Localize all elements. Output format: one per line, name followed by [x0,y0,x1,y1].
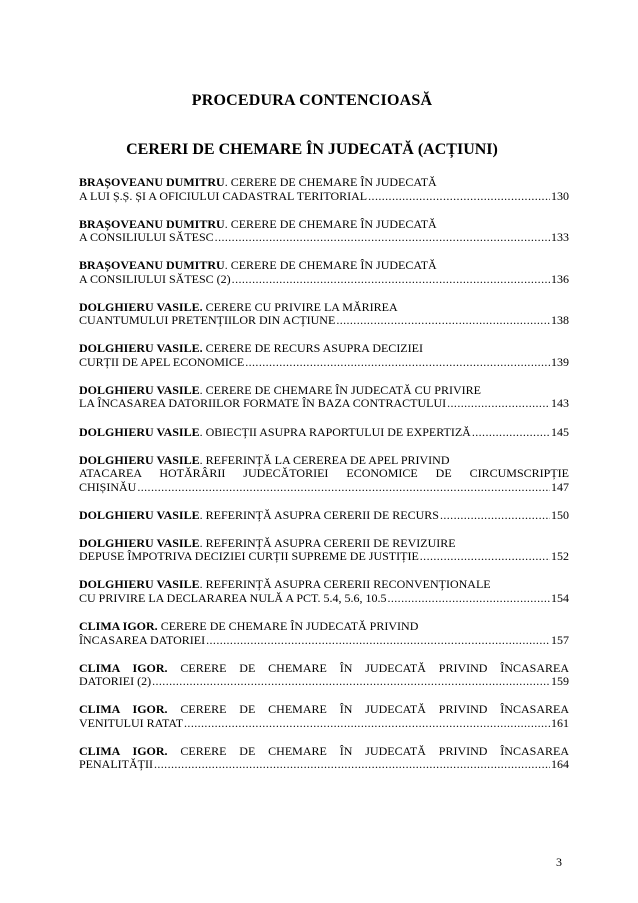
toc-entry-author: DOLGHIERU VASILE. [79,300,203,314]
toc-entry-page: 161 [551,715,569,730]
dot-leader [420,550,550,564]
toc-entry-first-line [79,620,569,634]
toc-entry-title-text: A CONSILIULUI SĂTESC (2) [79,271,231,286]
dot-leader [447,397,550,411]
toc-entry-page: 130 [551,188,569,203]
toc-entry-title-text: CERERE DE CHEMARE ÎN JUDECATĂ PRIVIND ÎNCASAREA [167,661,569,675]
toc-entry-page: 139 [551,354,569,369]
toc-entry-first-line [79,703,569,717]
toc-entry-last-line [79,592,569,606]
dot-leader [137,481,550,495]
toc-entry-middle-line: ATACAREA HOTĂRÂRII JUDECĂTORIEI ECONOMICE DE CIRCUMSCRIPȚIE [79,467,569,481]
toc-entry-title-text: CERERE DE CHEMARE ÎN JUDECATĂ PRIVIND ÎNCASAREA [167,703,569,717]
toc-entry-last-line [79,634,569,648]
toc-entry[interactable] [79,454,569,495]
toc-entry-last-line [79,481,569,495]
toc-entry-page: 138 [551,313,569,328]
toc-entry-author: CLIMA IGOR. [79,703,168,717]
dot-leader [232,273,550,287]
toc-entry-author: BRAȘOVEANU DUMITRU [79,217,225,231]
toc-entry-title [79,509,439,523]
toc-entry-last-line [79,758,569,772]
toc-entry-title-text: A LUI Ș.Ș. ȘI A OFICIULUI CADASTRAL TERITORIAL [79,188,368,203]
dot-leader [368,190,550,204]
dot-leader [472,426,550,440]
toc-entry-title-text: . REFERINȚĂ LA CEREREA DE APEL PRIVIND [199,453,450,467]
document-title-text: PROCEDURA CONTENCIOASĂ [191,92,433,109]
toc-entry-page: 152 [551,549,569,564]
toc-entry[interactable] [79,537,569,564]
toc-entry-title-text: . REFERINȚĂ ASUPRA CERERII DE RECURS [199,507,439,522]
toc-entry[interactable] [79,662,569,689]
toc-entry-first-line [79,342,569,356]
section-title [0,141,638,159]
toc-entry-title-text: PENALITĂȚII [79,757,153,772]
dot-leader [215,231,550,245]
toc-entry-title-text: . REFERINȚĂ ASUPRA CERERII DE REVIZUIRE [199,536,456,550]
toc-entry[interactable] [79,509,569,523]
toc-entry-title-text: VENITULUI RATAT [79,715,184,730]
toc-entry-title-text: CUANTUMULUI PRETENȚIILOR DIN ACȚIUNE [79,313,336,328]
toc-entry-title-text: CURȚII DE APEL ECONOMICE [79,354,245,369]
toc-entry-first-line [79,384,569,398]
toc-entry-last-line [79,550,569,564]
dot-leader [184,717,550,731]
toc-entry[interactable] [79,578,569,605]
document-title [0,92,638,110]
toc-entry[interactable] [79,342,569,369]
toc-entry-last-line [79,675,569,689]
toc-entry-first-line [79,176,569,190]
toc-entry-page: 157 [551,632,569,647]
toc-entry-title-text: CERERE DE CHEMARE ÎN JUDECATĂ PRIVIND ÎNCASAREA [167,744,569,758]
toc-entry-author: BRAȘOVEANU DUMITRU [79,176,225,189]
toc-entry-last-line [79,314,569,328]
toc-entry-author: CLIMA IGOR. [79,744,168,758]
toc-entry[interactable] [79,259,569,286]
toc-entry-author: BRAȘOVEANU DUMITRU [79,259,225,273]
toc-entry-title-text: CU PRIVIRE LA DECLARAREA NULĂ A PCT. 5.4, 5.6, 10.5 [79,590,387,605]
toc-entry-title-text: DEPUSE ÎMPOTRIVA DECIZIEI CURȚII SUPREME DE JUSTIȚIE [79,549,419,564]
toc-entry-last-line [79,356,569,370]
toc-entry-author: DOLGHIERU VASILE [79,536,200,550]
toc-entry-last-line [79,397,569,411]
toc-entry-first-line [79,218,569,232]
toc-entry-author: CLIMA IGOR. [79,620,158,634]
toc-entry-page: 159 [551,674,569,689]
toc-entry-title-text: . CERERE DE CHEMARE ÎN JUDECATĂ CU PRIVIRE [199,383,481,397]
toc-entry[interactable] [79,301,569,328]
dot-leader [440,509,550,523]
toc-entry-page: 145 [551,424,569,439]
toc-entry-first-line [79,578,569,592]
toc-entry-last-line [79,190,569,204]
dot-leader [245,356,550,370]
dot-leader [152,675,550,689]
toc-entry-last-line [79,717,569,731]
toc-entry-first-line [79,745,569,759]
toc-entry-author: DOLGHIERU VASILE [79,383,200,397]
toc-entry-title [79,426,471,440]
toc-entry-author: DOLGHIERU VASILE [79,578,200,592]
toc-entry-author: DOLGHIERU VASILE. [79,342,203,356]
toc-entry-title-text: CHIȘINĂU [79,479,137,494]
toc-entry-first-line [79,662,569,676]
toc-entry-first-line [79,259,569,273]
toc-entry-line [79,426,569,440]
toc-entry-last-line [79,273,569,287]
toc-entry-page: 136 [551,271,569,286]
toc-entry-author: DOLGHIERU VASILE [79,507,200,522]
toc-entry-author: DOLGHIERU VASILE [79,424,200,439]
toc-entry-title-text: DATORIEI (2) [79,674,152,689]
dot-leader [387,592,550,606]
toc-entry-page: 164 [551,757,569,772]
toc-entry-author: CLIMA IGOR. [79,661,168,675]
toc-entry[interactable] [79,426,569,440]
table-of-contents [79,176,569,786]
toc-entry-title-text: . OBIECȚII ASUPRA RAPORTULUI DE EXPERTIZĂ [199,424,471,439]
toc-entry[interactable] [79,384,569,411]
toc-entry-first-line [79,301,569,315]
toc-entry-first-line [79,537,569,551]
toc-entry-title-text: CERERE DE RECURS ASUPRA DECIZIEI [202,342,423,356]
toc-entry-page: 143 [551,396,569,411]
toc-entry-page: 133 [551,230,569,245]
toc-entry-title-text: A CONSILIULUI SĂTESC [79,230,214,245]
toc-entry[interactable] [79,745,569,772]
toc-entry[interactable] [79,176,569,203]
toc-entry-author: DOLGHIERU VASILE [79,453,200,467]
dot-leader [154,758,550,772]
toc-entry-page: 154 [551,590,569,605]
toc-entry[interactable] [79,703,569,730]
toc-entry-page: 147 [551,479,569,494]
toc-entry-title-text: . CERERE DE CHEMARE ÎN JUDECATĂ [224,217,437,231]
section-title-text: CERERI DE CHEMARE ÎN JUDECATĂ (ACȚIUNI) [126,141,498,158]
toc-entry-title-text: CERERE DE CHEMARE ÎN JUDECATĂ PRIVIND [157,620,419,634]
dot-leader [336,314,550,328]
toc-entry-title-text: LA ÎNCASAREA DATORIILOR FORMATE ÎN BAZA CONTRACTULUI [79,396,447,411]
toc-entry-title-text: . REFERINȚĂ ASUPRA CERERII RECONVENȚIONALE [199,578,491,592]
toc-entry-last-line [79,231,569,245]
toc-entry-line [79,509,569,523]
toc-entry-title-text: ÎNCASAREA DATORIEI [79,632,206,647]
toc-entry-title-text: . CERERE DE CHEMARE ÎN JUDECATĂ [224,259,437,273]
toc-entry-title-text: . CERERE DE CHEMARE ÎN JUDECATĂ [224,176,437,189]
dot-leader [206,634,550,648]
toc-entry-first-line [79,454,569,468]
page-number: 3 [556,855,562,869]
toc-entry[interactable] [79,620,569,647]
toc-entry-page: 150 [551,507,569,522]
toc-entry-title-text: CERERE CU PRIVIRE LA MĂRIREA [202,300,398,314]
toc-entry[interactable] [79,218,569,245]
